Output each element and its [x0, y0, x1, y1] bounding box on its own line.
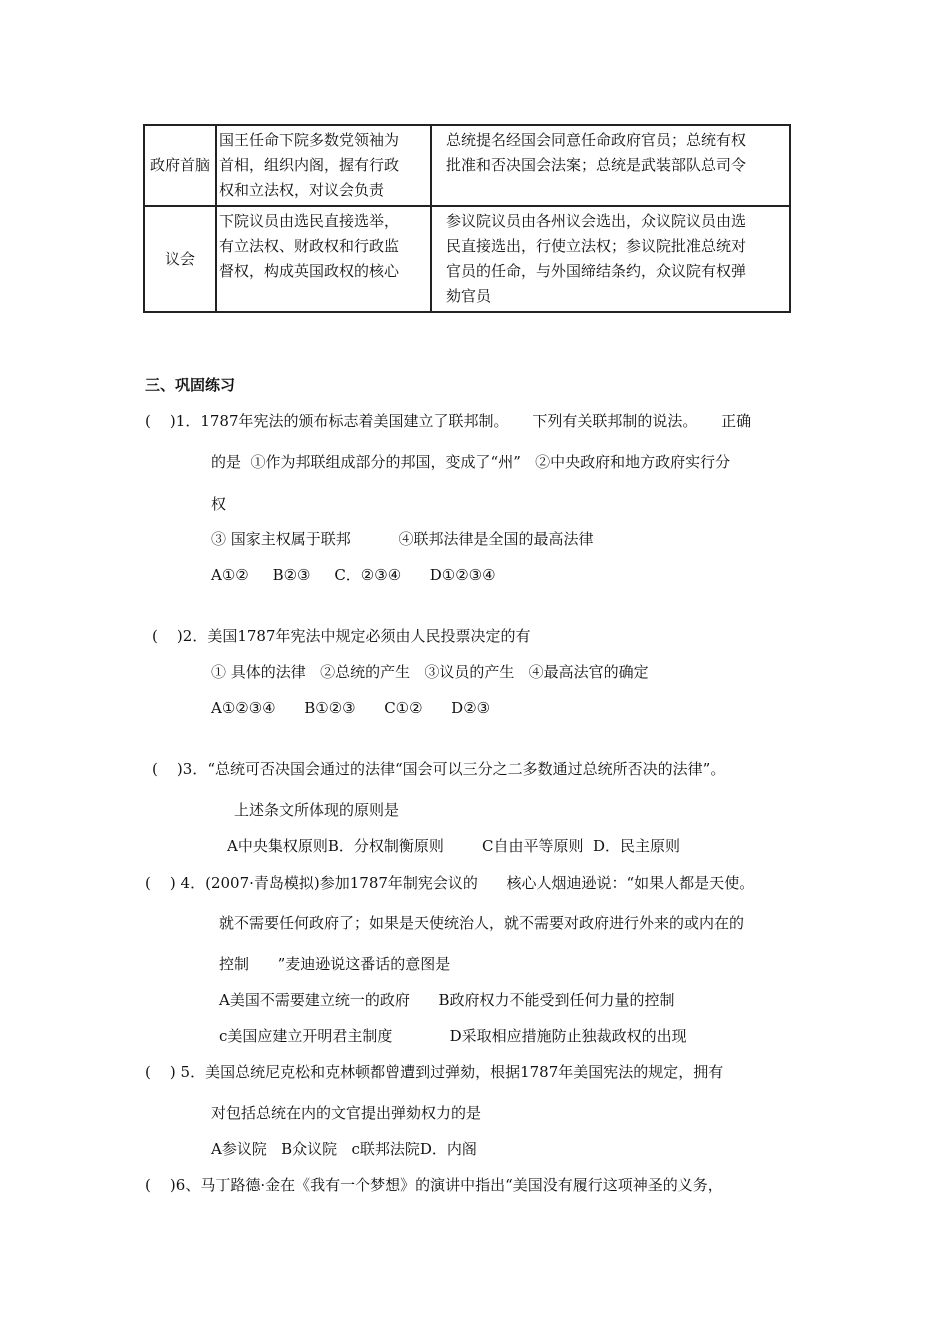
cell-line: 官员的任命，与外国缔结条约，众议院有权弹	[446, 262, 747, 280]
us-cell	[431, 206, 790, 312]
question-4: ( ) 4．(2007·青岛模拟)参加1787年制宪会议的 核心人烟迪逊说：“如果人都是天使。	[145, 874, 755, 892]
cell-line: 总统提名经国会同意任命政府官员；总统有权	[446, 131, 747, 149]
question-5: ( ) 5．美国总统尼克松和克林顿都曾遭到过弹劾，根据1787年美国宪法的规定，拥有	[145, 1063, 724, 1081]
question-3-options: A中央集权原则B．分权制衡原则 C自由平等原则 D．民主原则	[227, 837, 681, 855]
question-5-line-2: 对包括总统在内的文官提出弹劾权力的是	[211, 1104, 482, 1122]
question-1: ( )1．1787年宪法的颁布标志着美国建立了联邦制。 下列有关联邦制的说法。 正确	[145, 412, 752, 430]
question-2-options: A①②③④ B①②③ C①② D②③	[211, 699, 491, 717]
table-row	[144, 125, 790, 206]
comparison-table	[143, 124, 791, 313]
question-5-options: A参议院 B众议院 c联邦法院D．内阁	[211, 1140, 477, 1158]
cell-line: 有立法权、财政权和行政监	[219, 237, 400, 255]
question-1-options: A①② B②③ C．②③④ D①②③④	[211, 566, 496, 584]
question-1-line-3: 权	[211, 495, 227, 513]
section-title: 三、巩固练习	[145, 376, 236, 394]
table-row	[144, 206, 790, 312]
question-3: ( )3．“总统可否决国会通过的法律“国会可以三分之二多数通过总统所否决的法律”。	[152, 760, 726, 778]
cell-line: 参议院议员由各州议会选出，众议院议员由选	[446, 212, 747, 230]
question-4-options-ab: A美国不需要建立统一的政府 B政府权力不能受到任何力量的控制	[219, 991, 675, 1009]
question-6: ( )6、马丁路德·金在《我有一个梦想》的演讲中指出“美国没有履行这项神圣的义务，	[145, 1176, 723, 1194]
cell-line: 劾官员	[446, 287, 492, 305]
cell-line: 首相，组织内阁，握有行政	[219, 156, 400, 174]
question-1-statements: ③ 国家主权属于联邦 ④联邦法律是全国的最高法律	[211, 530, 594, 548]
row-header-head-of-government: 政府首脑	[144, 125, 216, 206]
cell-line: 权和立法权，对议会负责	[219, 181, 385, 199]
question-4-line-3: 控制 ”麦迪逊说这番话的意图是	[219, 955, 451, 973]
cell-line: 批准和否决国会法案；总统是武装部队总司令	[446, 156, 747, 174]
cell-line: 下院议员由选民直接选举，	[219, 212, 400, 230]
uk-cell	[216, 206, 431, 312]
question-3-line-2: 上述条文所体现的原则是	[234, 801, 400, 819]
uk-cell	[216, 125, 431, 206]
question-2-statements: ① 具体的法律 ②总统的产生 ③议员的产生 ④最高法官的确定	[211, 663, 649, 681]
us-cell	[431, 125, 790, 206]
question-2: ( )2．美国1787年宪法中规定必须由人民投票决定的有	[152, 627, 531, 645]
cell-line: 民直接选出，行使立法权；参议院批准总统对	[446, 237, 747, 255]
row-header-parliament: 议会	[144, 206, 216, 312]
question-4-line-2: 就不需要任何政府了；如果是天使统治人，就不需要对政府进行外来的或内在的	[219, 914, 745, 932]
question-4-options-cd: c美国应建立开明君主制度 D采取相应措施防止独裁政权的出现	[219, 1027, 687, 1045]
question-1-line-2: 的是 ①作为邦联组成部分的邦国，变成了“州” ②中央政府和地方政府实行分	[211, 453, 731, 471]
cell-line: 督权，构成英国政权的核心	[219, 262, 400, 280]
cell-line: 国王任命下院多数党领袖为	[219, 131, 400, 149]
